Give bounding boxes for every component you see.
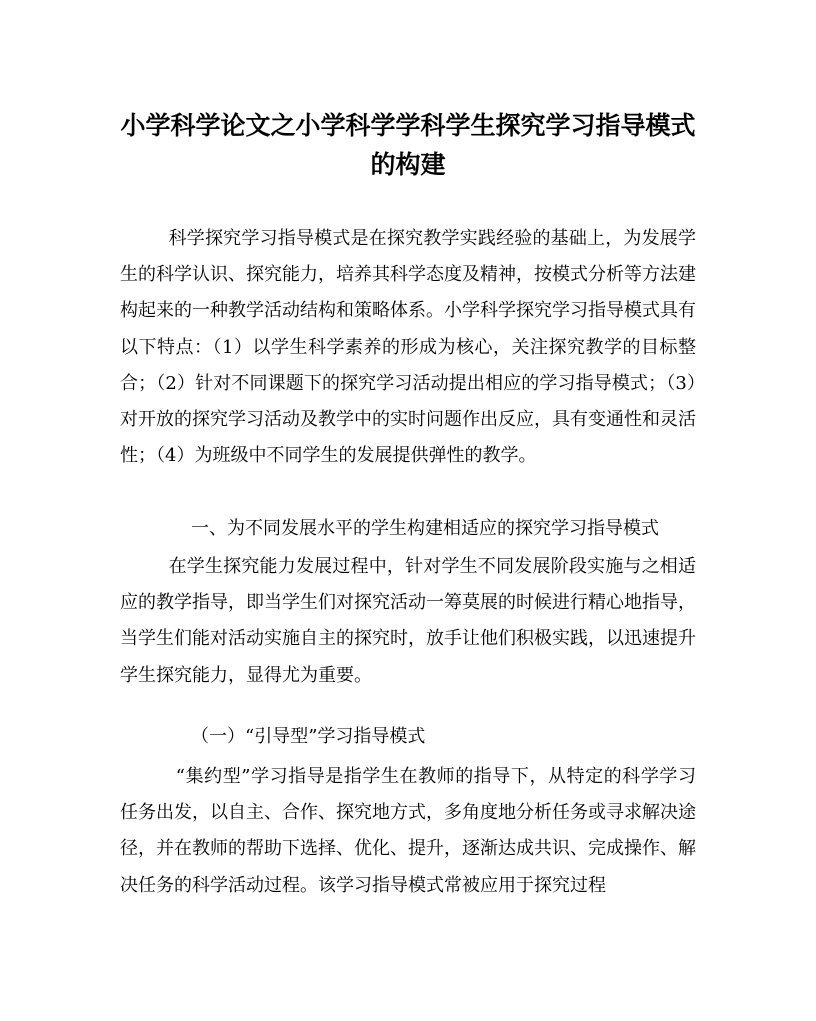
document-title-line-1: 小学科学论文之小学科学学科学生探究学习指导模式: [120, 111, 696, 140]
section-heading-1: 一、为不同发展水平的学生构建相适应的探究学习指导模式: [191, 518, 659, 539]
paragraph-intro: 科学探究学习指导模式是在探究教学实践经验的基础上，为发展学生的科学认识、探究能力，培养其科学态度及精神，按模式分析等方法建构起来的一种教学活动结构和策略体系。小学科学探究学习指导模式具有以下特点：（1）以学生科学素养的形成为核心，关注探究教学的目标整合；（2）针对不同课题下的探究学习活动提出相应的学习指导模式；（3）对开放的探究学习活动及教学中的实时问题作出反应，具有变通性和灵活性；（4）为班级中不同学生的发展提供弹性的教学。: [120, 228, 696, 467]
paragraph-section-1: 在学生探究能力发展过程中，针对学生不同发展阶段实施与之相适应的教学指导，即当学生们对探究活动一筹莫展的时候进行精心地指导，当学生们能对活动实施自主的探究时，放手让他们积极实践，以迅速提升学生探究能力，显得尤为重要。: [120, 556, 696, 686]
paragraph-subsection-1: “集约型”学习指导是指学生在教师的指导下，从特定的科学学习任务出发，以自主、合作、探究地方式，多角度地分析任务或寻求解决途径，并在教师的帮助下选择、优化、提升，逐渐达成共识、完成操作、解决任务的科学活动过程。该学习指导模式常被应用于探究过程: [120, 766, 696, 896]
document-title-line-2: 的构建: [370, 150, 446, 179]
subsection-heading-1: （一）“引导型”学习指导模式: [191, 726, 426, 747]
